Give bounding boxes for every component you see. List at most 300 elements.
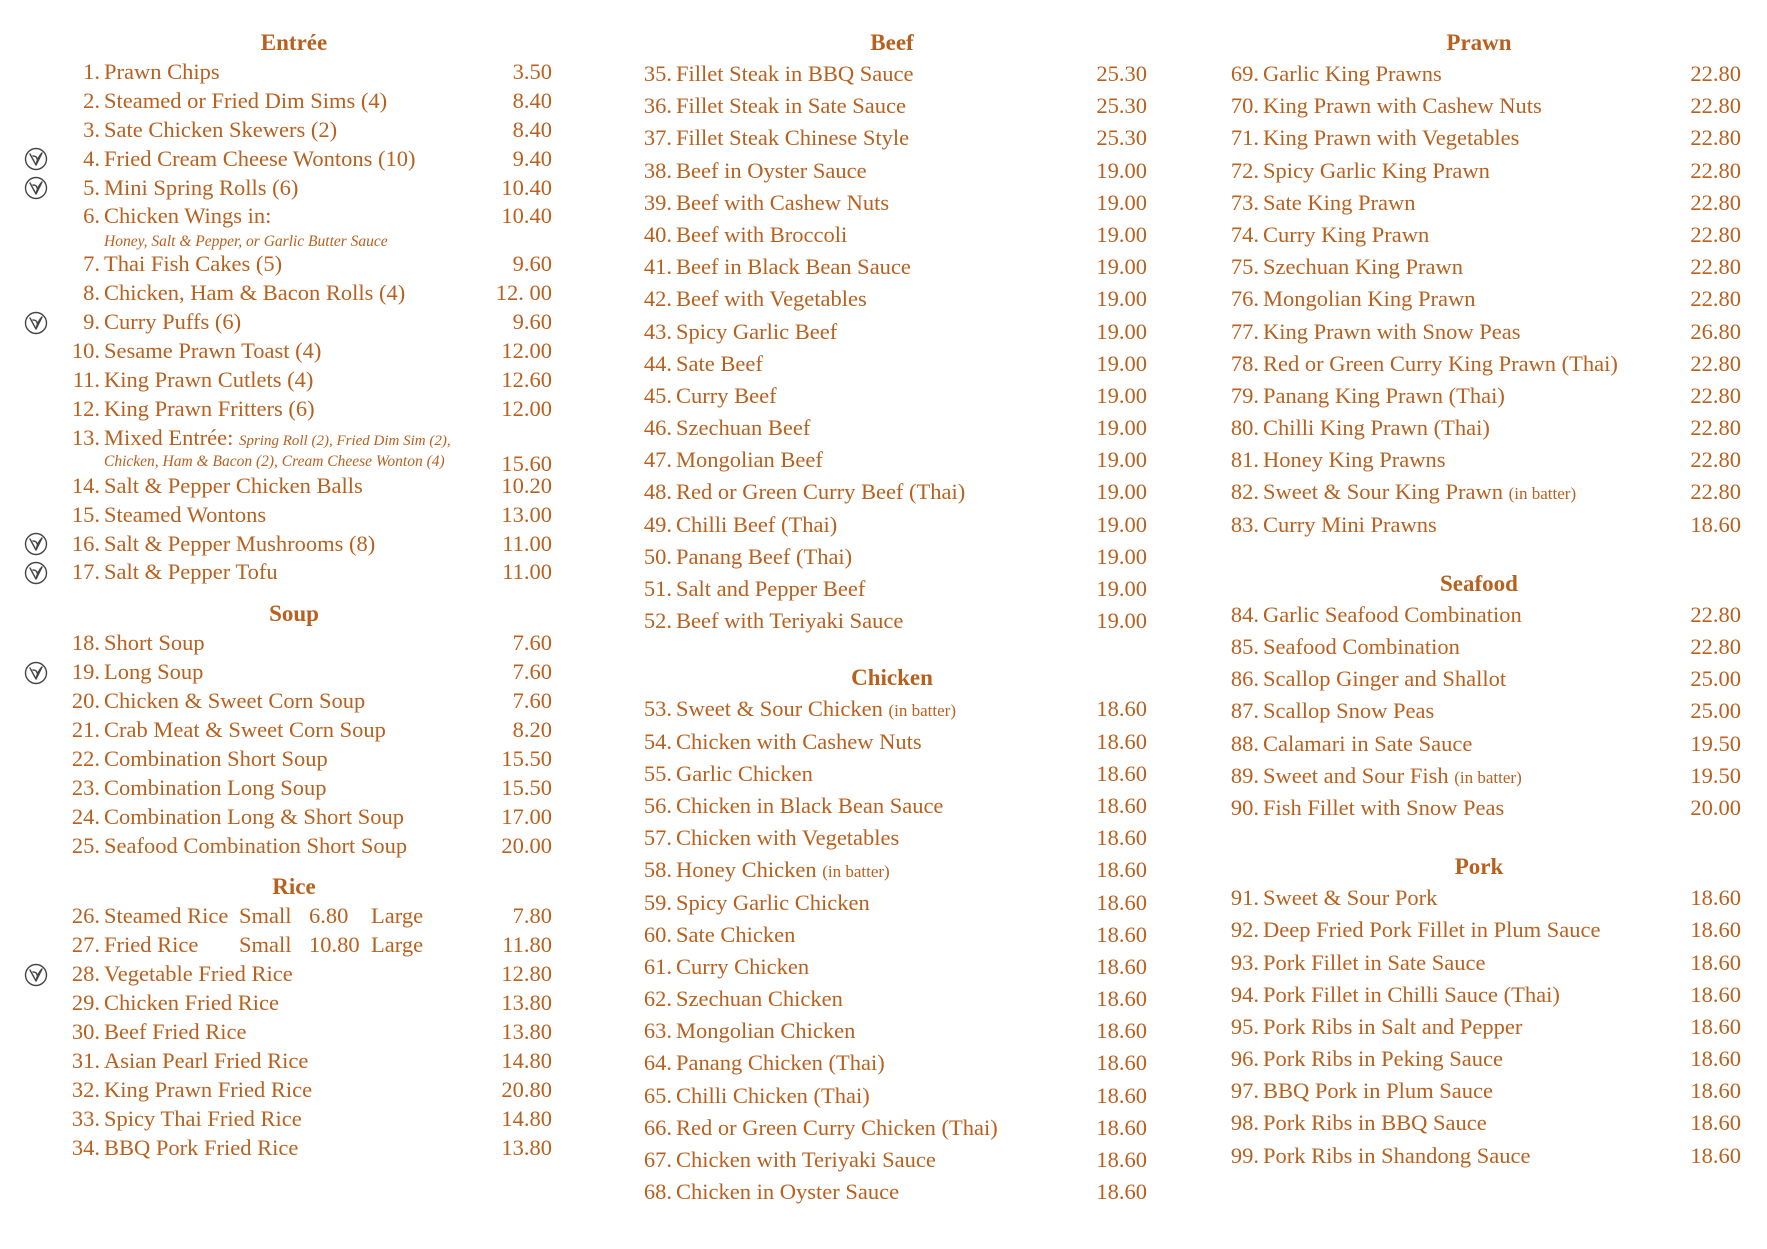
item-number: 38. bbox=[643, 157, 672, 183]
item-name bbox=[104, 58, 220, 87]
menu-item bbox=[24, 1105, 564, 1134]
menu-item bbox=[24, 558, 564, 587]
item-number: 73. bbox=[1230, 189, 1259, 215]
item-name bbox=[104, 658, 203, 687]
menu-item bbox=[1209, 476, 1749, 508]
item-name-text: King Prawn Fritters (6) bbox=[104, 395, 315, 421]
item-price: 11.00 bbox=[502, 530, 552, 556]
item-name-text: Fillet Steak in BBQ Sauce bbox=[676, 61, 914, 86]
item-name-text: Asian Pearl Fried Rice bbox=[104, 1047, 309, 1073]
item-number: 98. bbox=[1230, 1110, 1259, 1136]
menu-item bbox=[24, 902, 564, 931]
item-name-text: Prawn Chips bbox=[104, 59, 220, 84]
item-number: 59. bbox=[643, 889, 672, 915]
menu-item bbox=[622, 693, 1162, 725]
item-name-text: Chicken in Oyster Sauce bbox=[676, 1179, 900, 1205]
item-price: 18.60 bbox=[1096, 986, 1147, 1012]
item-number: 43. bbox=[643, 318, 672, 344]
item-name-text: Curry Puffs (6) bbox=[104, 309, 242, 335]
item-number: 75. bbox=[1230, 254, 1259, 280]
menu-item bbox=[622, 790, 1162, 822]
item-number: 35. bbox=[643, 61, 672, 86]
item-number: 54. bbox=[643, 728, 672, 754]
item-number: 83. bbox=[1230, 511, 1259, 537]
item-name bbox=[104, 279, 405, 308]
item-name-text: King Prawn Fried Rice bbox=[104, 1076, 313, 1102]
menu-item bbox=[622, 509, 1162, 541]
menu-item bbox=[1209, 695, 1749, 727]
menu-item bbox=[24, 424, 564, 476]
menu-item bbox=[622, 412, 1162, 444]
item-name-text: Honey King Prawns bbox=[1263, 447, 1446, 473]
item-name-text: Curry Chicken bbox=[676, 953, 810, 979]
item-price: 25.30 bbox=[1096, 61, 1147, 86]
item-name bbox=[1263, 219, 1429, 251]
item-number: 37. bbox=[643, 125, 672, 151]
item-name-text: Pork Ribs in Salt and Pepper bbox=[1263, 1013, 1523, 1039]
item-number: 67. bbox=[643, 1147, 672, 1172]
item-name bbox=[1263, 316, 1521, 348]
menu-item bbox=[24, 472, 564, 501]
menu-item bbox=[24, 931, 564, 960]
item-number: 80. bbox=[1230, 415, 1259, 441]
item-name bbox=[104, 530, 375, 559]
item-price: 19.00 bbox=[1096, 221, 1147, 247]
item-number: 42. bbox=[643, 286, 672, 312]
menu-item bbox=[24, 745, 564, 774]
item-number: 97. bbox=[1230, 1078, 1259, 1104]
item-inline-note: Spring Roll (2), Fried Dim Sim (2), bbox=[238, 432, 451, 449]
item-number: 44. bbox=[643, 350, 672, 376]
menu-item bbox=[622, 58, 1162, 90]
item-name-text: Vegetable Fried Rice bbox=[104, 961, 293, 987]
item-number: 14. bbox=[71, 472, 100, 498]
item-number: 21. bbox=[71, 717, 100, 743]
item-number: 84. bbox=[1230, 601, 1259, 627]
item-name bbox=[104, 337, 321, 366]
item-name-text: King Prawn with Vegetables bbox=[1263, 125, 1520, 151]
item-name bbox=[676, 155, 867, 187]
item-name-text: Sate Beef bbox=[676, 350, 763, 376]
item-name-text: Calamari in Sate Sauce bbox=[1263, 730, 1473, 756]
menu-item bbox=[24, 687, 564, 716]
item-price: 19.00 bbox=[1096, 447, 1147, 473]
section-title: Pork bbox=[1454, 854, 1504, 880]
item-name bbox=[1263, 1043, 1503, 1075]
item-note: Chicken, Ham & Bacon (2), Cream Cheese Wonton (4) bbox=[104, 452, 445, 470]
item-name bbox=[1263, 947, 1485, 979]
menu-item bbox=[622, 1112, 1162, 1144]
menu-item bbox=[24, 366, 564, 395]
section-soup bbox=[24, 599, 564, 860]
item-name bbox=[676, 348, 763, 380]
item-name bbox=[1263, 90, 1542, 122]
item-price: 15.60 bbox=[501, 450, 552, 476]
item-number: 1. bbox=[83, 59, 100, 84]
item-number: 29. bbox=[71, 990, 100, 1016]
item-name-text: Chilli Beef (Thai) bbox=[676, 511, 838, 537]
item-number: 7. bbox=[83, 251, 100, 277]
item-number: 77. bbox=[1230, 318, 1259, 344]
item-number: 58. bbox=[643, 857, 672, 883]
item-number: 91. bbox=[1230, 885, 1259, 911]
item-name bbox=[1263, 979, 1560, 1011]
item-name-text: Chicken & Sweet Corn Soup bbox=[104, 688, 366, 714]
item-price: 18.60 bbox=[1690, 511, 1741, 537]
section-seafood bbox=[1209, 569, 1749, 824]
menu-item bbox=[1209, 663, 1749, 695]
item-name-text: Chicken with Teriyaki Sauce bbox=[676, 1147, 936, 1172]
item-price: 18.60 bbox=[1690, 1078, 1741, 1104]
item-name bbox=[676, 476, 965, 508]
item-number: 15. bbox=[71, 501, 100, 527]
item-name bbox=[1263, 1011, 1522, 1043]
item-name bbox=[676, 187, 889, 219]
item-name-text: Chicken with Cashew Nuts bbox=[676, 728, 922, 754]
item-price: 8.40 bbox=[512, 87, 552, 113]
item-name-text: Curry King Prawn bbox=[1263, 221, 1430, 247]
item-name bbox=[104, 1134, 298, 1163]
large-label: Large bbox=[371, 932, 424, 958]
menu-item bbox=[622, 726, 1162, 758]
item-name-text: Salt & Pepper Tofu bbox=[104, 559, 278, 585]
menu-item bbox=[24, 1047, 564, 1076]
menu-item bbox=[622, 380, 1162, 412]
item-number: 79. bbox=[1230, 382, 1259, 408]
item-price: 22.80 bbox=[1690, 350, 1741, 376]
item-number: 85. bbox=[1230, 634, 1259, 659]
item-price: 9.40 bbox=[512, 145, 552, 171]
menu-item bbox=[24, 1018, 564, 1047]
menu-item bbox=[1209, 155, 1749, 187]
item-number: 95. bbox=[1230, 1013, 1259, 1039]
item-number: 51. bbox=[643, 576, 672, 601]
item-name-text: Beef with Teriyaki Sauce bbox=[676, 608, 904, 634]
menu-item bbox=[24, 629, 564, 658]
menu-item-list bbox=[622, 693, 1162, 1208]
menu-item bbox=[1209, 251, 1749, 283]
item-name bbox=[1263, 663, 1506, 695]
item-name-text: Sate Chicken Skewers (2) bbox=[104, 116, 338, 142]
menu-item bbox=[622, 1015, 1162, 1047]
menu-item bbox=[24, 960, 564, 989]
item-number: 72. bbox=[1230, 157, 1259, 183]
menu-item bbox=[622, 122, 1162, 154]
item-price: 22.80 bbox=[1690, 93, 1741, 119]
section-title: Rice bbox=[272, 874, 316, 900]
item-price: 12.60 bbox=[501, 367, 552, 393]
item-name bbox=[104, 1018, 246, 1047]
menu-item bbox=[24, 308, 564, 337]
section-prawn bbox=[1209, 28, 1749, 541]
item-price: 18.60 bbox=[1096, 1147, 1147, 1172]
item-price: 12.00 bbox=[501, 395, 552, 421]
item-price: 18.60 bbox=[1096, 760, 1147, 786]
menu-item bbox=[24, 58, 564, 87]
menu-item bbox=[1209, 599, 1749, 631]
item-price: 8.40 bbox=[512, 116, 552, 142]
item-number: 47. bbox=[643, 447, 672, 473]
item-name bbox=[676, 1015, 855, 1047]
item-number: 30. bbox=[71, 1019, 100, 1045]
menu-item bbox=[622, 854, 1162, 886]
item-name-text: Salt & Pepper Mushrooms (8) bbox=[104, 530, 376, 556]
item-number: 4. bbox=[83, 145, 100, 171]
item-name-text: Spicy Thai Fried Rice bbox=[104, 1105, 302, 1131]
item-name bbox=[104, 174, 298, 203]
item-price: 13.80 bbox=[501, 990, 552, 1016]
menu-item bbox=[24, 145, 564, 174]
item-suffix: (in batter) bbox=[822, 862, 890, 882]
item-name bbox=[1263, 914, 1600, 946]
item-name bbox=[104, 116, 337, 145]
item-name-text: Pork Ribs in Shandong Sauce bbox=[1263, 1142, 1531, 1168]
menu-item bbox=[1209, 914, 1749, 946]
item-number: 31. bbox=[71, 1047, 100, 1073]
menu-item bbox=[622, 219, 1162, 251]
menu-item bbox=[24, 174, 564, 203]
item-price: 18.60 bbox=[1690, 949, 1741, 975]
item-name bbox=[676, 283, 867, 315]
item-number: 64. bbox=[643, 1050, 672, 1076]
item-name-text: Red or Green Curry Chicken (Thai) bbox=[676, 1114, 998, 1140]
menu-item-list bbox=[24, 629, 564, 860]
section-title: Prawn bbox=[1446, 30, 1512, 55]
item-number: 62. bbox=[643, 986, 672, 1012]
menu-item bbox=[622, 348, 1162, 380]
item-price: 19.50 bbox=[1690, 730, 1741, 756]
item-price: 20.00 bbox=[501, 832, 552, 858]
menu-item bbox=[1209, 728, 1749, 760]
menu-item bbox=[1209, 1011, 1749, 1043]
menu-item bbox=[622, 1080, 1162, 1112]
item-name bbox=[1263, 882, 1437, 914]
item-price: 25.30 bbox=[1096, 93, 1147, 119]
item-number: 26. bbox=[71, 903, 100, 929]
item-number: 94. bbox=[1230, 981, 1259, 1007]
item-number: 70. bbox=[1230, 93, 1259, 119]
item-name-text: Garlic King Prawns bbox=[1263, 61, 1442, 86]
menu-item bbox=[622, 983, 1162, 1015]
item-name bbox=[104, 832, 407, 861]
item-number: 5. bbox=[83, 174, 100, 200]
menu-item bbox=[622, 90, 1162, 122]
item-number: 93. bbox=[1230, 949, 1259, 975]
item-name-text: Beef with Cashew Nuts bbox=[676, 189, 890, 215]
item-number: 34. bbox=[71, 1134, 100, 1160]
menu-item bbox=[1209, 631, 1749, 663]
item-number: 20. bbox=[71, 688, 100, 714]
item-name bbox=[104, 629, 205, 658]
menu-item-list bbox=[24, 58, 564, 587]
item-price: 13.80 bbox=[501, 1134, 552, 1160]
item-name bbox=[104, 395, 315, 424]
item-name bbox=[1263, 1107, 1487, 1139]
item-name bbox=[1263, 380, 1505, 412]
item-name-text: Pork Ribs in BBQ Sauce bbox=[1263, 1110, 1487, 1136]
item-name bbox=[676, 1047, 885, 1079]
vegetarian-icon bbox=[24, 661, 48, 685]
section-beef bbox=[622, 28, 1162, 637]
item-price: 18.60 bbox=[1096, 728, 1147, 754]
item-name-text: Chicken Fried Rice bbox=[104, 990, 279, 1016]
item-price: 14.80 bbox=[501, 1105, 552, 1131]
item-name-text: Deep Fried Pork Fillet in Plum Sauce bbox=[1263, 917, 1601, 943]
item-name-text: Beef in Black Bean Sauce bbox=[676, 254, 911, 280]
item-name bbox=[104, 472, 363, 501]
item-name-text: Fillet Steak in Sate Sauce bbox=[676, 93, 906, 119]
menu-item bbox=[622, 758, 1162, 790]
item-price: 25.00 bbox=[1690, 698, 1741, 724]
item-price: 25.00 bbox=[1690, 666, 1741, 692]
section-title: Beef bbox=[870, 30, 914, 55]
item-name-text: Chicken in Black Bean Sauce bbox=[676, 792, 944, 818]
item-number: 55. bbox=[643, 760, 672, 786]
item-price: 18.60 bbox=[1096, 953, 1147, 979]
menu-item bbox=[1209, 316, 1749, 348]
item-price: 18.60 bbox=[1690, 885, 1741, 911]
section-pork bbox=[1209, 852, 1749, 1172]
item-price: 7.60 bbox=[512, 659, 552, 685]
item-number: 82. bbox=[1230, 479, 1259, 505]
item-name-text: Sweet and Sour Fish bbox=[1263, 762, 1449, 788]
item-number: 89. bbox=[1230, 762, 1259, 788]
item-price: 18.60 bbox=[1690, 1142, 1741, 1168]
menu-item bbox=[622, 283, 1162, 315]
menu-item bbox=[622, 887, 1162, 919]
item-name bbox=[1263, 187, 1415, 219]
item-price: 10.40 bbox=[501, 203, 552, 229]
item-price: 19.00 bbox=[1096, 479, 1147, 505]
vegetarian-icon bbox=[24, 963, 48, 987]
item-name-text: Scallop Ginger and Shallot bbox=[1263, 666, 1507, 692]
item-name-text: Garlic Seafood Combination bbox=[1263, 601, 1522, 627]
item-price: 12.80 bbox=[501, 961, 552, 987]
item-name bbox=[104, 716, 386, 745]
item-name bbox=[676, 758, 813, 790]
item-number: 87. bbox=[1230, 698, 1259, 724]
menu-item bbox=[1209, 444, 1749, 476]
item-name-text: Fish Fillet with Snow Peas bbox=[1263, 794, 1505, 820]
item-name-text: Sesame Prawn Toast (4) bbox=[104, 338, 322, 364]
item-number: 90. bbox=[1230, 794, 1259, 820]
item-price: 22.80 bbox=[1690, 601, 1741, 627]
item-name bbox=[676, 509, 837, 541]
menu-item-list bbox=[24, 902, 564, 1162]
item-name-text: King Prawn with Cashew Nuts bbox=[1263, 93, 1542, 119]
item-price: 19.00 bbox=[1096, 350, 1147, 376]
item-name bbox=[104, 1105, 302, 1134]
item-name-text: Sweet & Sour Pork bbox=[1263, 885, 1438, 911]
item-name bbox=[676, 790, 943, 822]
item-name-text: Spicy Garlic King Prawn bbox=[1263, 157, 1490, 183]
item-name-text: BBQ Pork Fried Rice bbox=[104, 1134, 299, 1160]
item-name-text: BBQ Pork in Plum Sauce bbox=[1263, 1078, 1494, 1104]
item-name bbox=[104, 308, 241, 337]
item-number: 88. bbox=[1230, 730, 1259, 756]
item-name bbox=[1263, 251, 1463, 283]
item-name-text: Spicy Garlic Chicken bbox=[676, 889, 870, 915]
item-price: 22.80 bbox=[1690, 634, 1741, 659]
item-name-text: Pork Fillet in Chilli Sauce (Thai) bbox=[1263, 981, 1560, 1007]
item-price: 18.60 bbox=[1690, 981, 1741, 1007]
item-suffix: (in batter) bbox=[1508, 484, 1577, 504]
item-name bbox=[104, 1076, 312, 1105]
item-price: 18.60 bbox=[1690, 1046, 1741, 1072]
menu-column-2 bbox=[622, 28, 1162, 1208]
item-name bbox=[676, 219, 847, 251]
item-number: 99. bbox=[1230, 1142, 1259, 1168]
item-name bbox=[1263, 412, 1490, 444]
item-name-text: Pork Ribs in Peking Sauce bbox=[1263, 1046, 1503, 1072]
menu-item bbox=[1209, 1075, 1749, 1107]
menu-item bbox=[622, 316, 1162, 348]
item-name-text: Sweet & Sour King Prawn bbox=[1263, 479, 1503, 505]
menu-item bbox=[622, 822, 1162, 854]
menu-item bbox=[24, 530, 564, 559]
menu-item bbox=[24, 716, 564, 745]
menu-item bbox=[24, 658, 564, 687]
item-number: 19. bbox=[71, 659, 100, 685]
item-name bbox=[104, 558, 278, 587]
item-price: 20.80 bbox=[501, 1076, 552, 1102]
item-price: 18.60 bbox=[1096, 1114, 1147, 1140]
menu-column-1 bbox=[24, 28, 564, 1163]
item-number: 41. bbox=[643, 254, 672, 280]
vegetarian-icon bbox=[24, 311, 48, 335]
item-name-text: Chicken with Vegetables bbox=[676, 825, 900, 851]
item-price: 19.00 bbox=[1096, 415, 1147, 441]
item-name-text: Sate Chicken bbox=[676, 921, 796, 947]
menu-item bbox=[24, 87, 564, 116]
section-title: Soup bbox=[269, 601, 319, 627]
menu-item bbox=[622, 951, 1162, 983]
item-name bbox=[104, 902, 424, 931]
menu-item bbox=[1209, 219, 1749, 251]
item-name bbox=[676, 605, 903, 637]
section-chicken bbox=[622, 663, 1162, 1208]
menu-item bbox=[24, 803, 564, 832]
vegetarian-icon bbox=[24, 176, 48, 200]
item-number: 45. bbox=[643, 382, 672, 408]
item-note: Honey, Salt & Pepper, or Garlic Butter Sauce bbox=[104, 233, 388, 251]
item-price: 18.60 bbox=[1096, 792, 1147, 818]
item-number: 27. bbox=[71, 932, 100, 958]
item-name bbox=[676, 1176, 899, 1208]
item-number: 33. bbox=[71, 1105, 100, 1131]
item-number: 18. bbox=[71, 630, 100, 656]
menu-item bbox=[24, 250, 564, 279]
item-name-text: Curry Beef bbox=[676, 382, 777, 408]
item-name bbox=[104, 774, 327, 803]
item-number: 81. bbox=[1230, 447, 1259, 473]
item-number: 61. bbox=[643, 953, 672, 979]
vegetarian-icon bbox=[24, 147, 48, 171]
menu-item bbox=[622, 476, 1162, 508]
item-name-text: Beef Fried Rice bbox=[104, 1019, 247, 1045]
item-name bbox=[676, 90, 906, 122]
menu-item bbox=[1209, 412, 1749, 444]
item-price: 18.60 bbox=[1096, 1082, 1147, 1108]
item-name bbox=[1263, 122, 1519, 154]
item-name bbox=[676, 693, 956, 727]
item-number: 74. bbox=[1230, 221, 1259, 247]
item-number: 2. bbox=[83, 87, 100, 113]
item-name-text: Pork Fillet in Sate Sauce bbox=[1263, 949, 1486, 975]
item-price: 14.80 bbox=[501, 1047, 552, 1073]
item-name-text: Combination Short Soup bbox=[104, 745, 328, 771]
menu-column-3 bbox=[1209, 28, 1749, 1172]
